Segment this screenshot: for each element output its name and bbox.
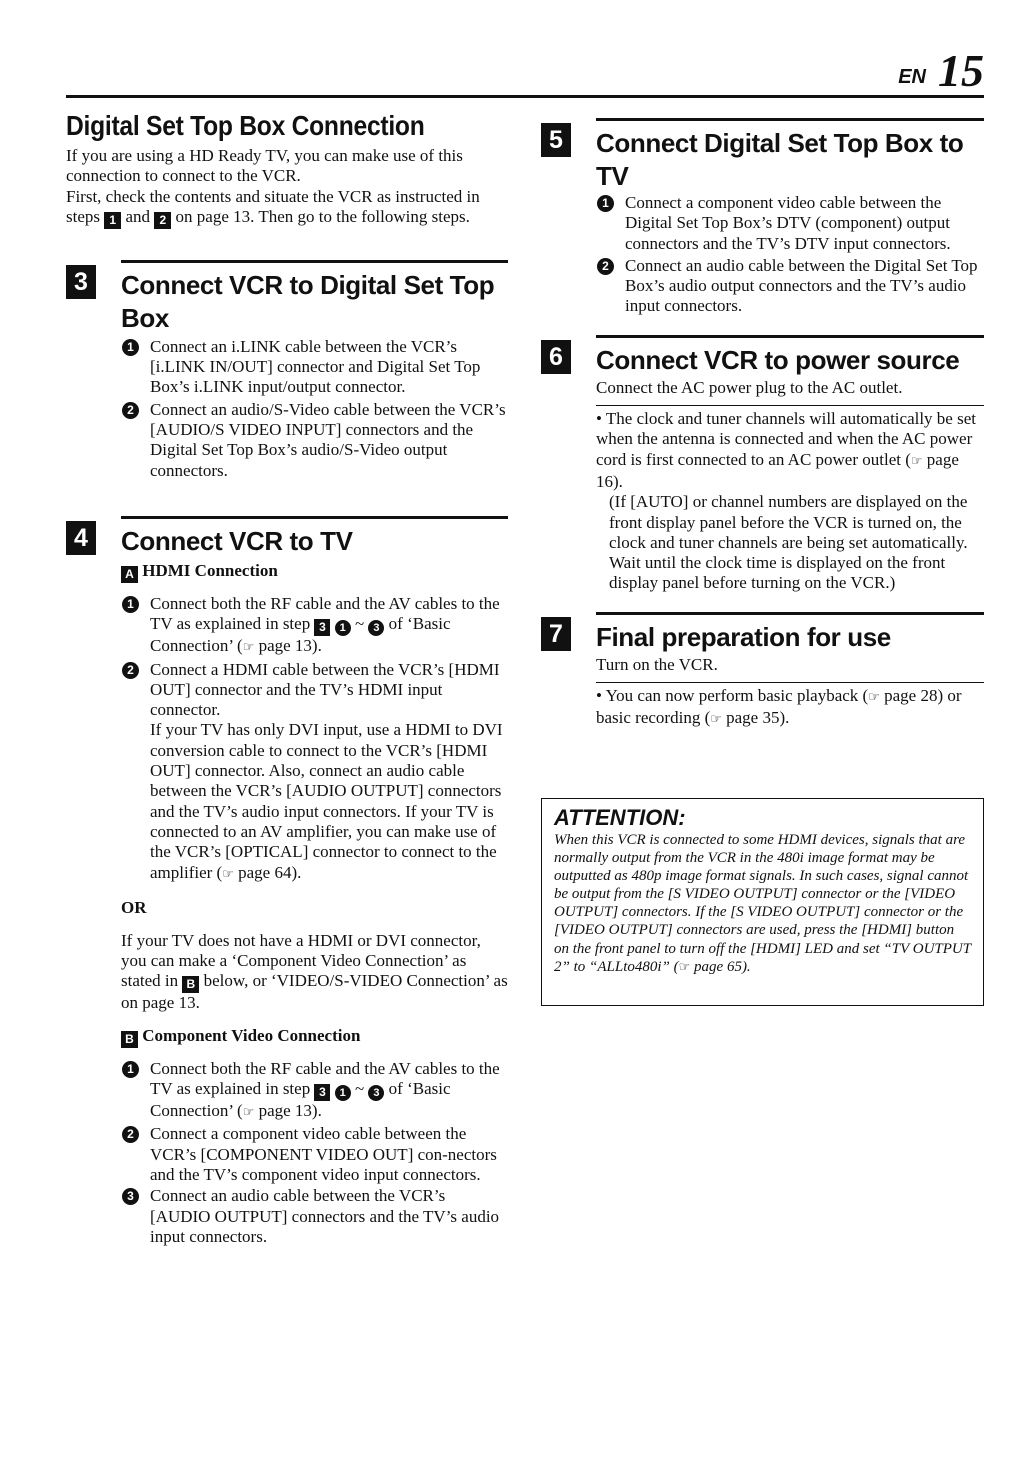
- step-7-text: Turn on the VCR.: [596, 654, 718, 674]
- reference-icon: ☞: [868, 690, 880, 706]
- attention-title: ATTENTION:: [554, 805, 686, 830]
- step-5-badge: 5: [541, 123, 571, 157]
- reference-icon: ☞: [222, 866, 234, 882]
- letter-b-badge: B: [121, 1031, 138, 1048]
- number-icon: 3: [368, 620, 384, 636]
- step-3-inline-badge: 3: [314, 619, 330, 636]
- intro-and: and: [125, 206, 151, 226]
- number-icon: 1: [122, 339, 139, 356]
- step-1-badge: 1: [104, 212, 121, 229]
- or-paragraph: If your TV does not have a HDMI or DVI connector, you can make a ‘Component Video Connection’ as stated in B below, or ‘VIDEO/S-VIDEO Connection’ as on page 13.: [121, 930, 508, 1013]
- page-title: Digital Set Top Box Connection: [66, 110, 425, 141]
- list-item: 2 Connect a HDMI cable between the VCR’s [HDMI OUT] connector and the TV’s HDMI input connector. If your TV has only DVI input, use a HDMI to DVI conversion cable to connect to the VCR’s [HDMI OUT] connector. Also, connect an audio cable between the VCR’s [AUDIO OUTPUT] connectors and the TV’s audio input connectors. If your TV is connected to an AV amplifier, you can make use of the VCR’s [OPTICAL] connector to connect to the amplifier (☞ page 64).: [121, 660, 508, 885]
- intro-text-1: If you are using a HD Ready TV, you can make use of this connection to connect to the VCR.: [66, 146, 463, 186]
- right-column: [541, 118, 984, 731]
- letter-a-badge: A: [121, 566, 138, 583]
- page-number: 15: [938, 45, 984, 96]
- step-4-badge: 4: [66, 521, 96, 555]
- list-item: [121, 337, 508, 398]
- reference-icon: ☞: [910, 453, 923, 469]
- number-icon: 1: [122, 1061, 139, 1078]
- step-3-inline-badge: 3: [314, 1084, 330, 1101]
- number-icon: 3: [122, 1188, 139, 1205]
- reference-icon: ☞: [242, 640, 255, 656]
- left-column: [66, 108, 508, 1247]
- number-icon: 2: [122, 662, 139, 679]
- step-6-title: Connect VCR to power source: [596, 335, 984, 377]
- step-6-section: [541, 335, 984, 594]
- letter-b-inline-badge: B: [182, 976, 199, 993]
- step-5-section: [541, 118, 984, 317]
- step-6-badge: 6: [541, 340, 571, 374]
- page-header: [66, 45, 984, 98]
- list-item: 1 Connect a component video cable between the Digital Set Top Box’s DTV (component) output connectors and the TV’s DTV input connectors.: [596, 193, 984, 254]
- number-icon: 2: [122, 402, 139, 419]
- number-icon: 1: [122, 596, 139, 613]
- step-6-text: Connect the AC power plug to the AC outlet.: [596, 377, 903, 397]
- intro-text-2a: First, check the contents and situate the VCR as instructed in steps: [66, 186, 480, 226]
- list-item: 3 Connect an audio cable between the VCR’s [AUDIO OUTPUT] connectors and the TV’s audio input connectors.: [121, 1186, 508, 1247]
- intro-text-2b: on page 13. Then go to the following steps.: [175, 206, 470, 226]
- number-icon: 2: [597, 258, 614, 275]
- number-icon: 1: [335, 620, 351, 636]
- number-icon: 2: [122, 1126, 139, 1143]
- language-label: EN: [898, 66, 926, 88]
- step-5-title: Connect Digital Set Top Box to TV: [596, 118, 984, 193]
- subsection-b-title: B Component Video Connection: [121, 1025, 508, 1048]
- item-text: Connect an i.LINK cable between the VCR’s [i.LINK IN/OUT] connector and Digital Set Top Box’s i.LINK input/output connector.: [150, 336, 481, 397]
- list-item: [121, 400, 508, 481]
- attention-box: [541, 798, 984, 1006]
- step-3-section: [66, 260, 508, 481]
- list-item: 2 Connect a component video cable between the VCR’s [COMPONENT VIDEO OUT] con-nectors and the TV’s component video input connectors.: [121, 1124, 508, 1185]
- reference-icon: ☞: [710, 712, 722, 728]
- step-4-section: [66, 516, 508, 1247]
- list-item: 1 Connect both the RF cable and the AV cables to the TV as explained in step 3 1 ~ 3 of ‘Basic Connection’ (☞ page 13).: [121, 594, 508, 659]
- step-3-title: Connect VCR to Digital Set Top Box: [121, 260, 508, 335]
- step-7-section: [541, 612, 984, 731]
- number-icon: 1: [597, 195, 614, 212]
- step-2-badge: 2: [154, 212, 171, 229]
- subsection-a-title: A HDMI Connection: [121, 560, 508, 583]
- item-text: Connect an audio/S-Video cable between the VCR’s [AUDIO/S VIDEO INPUT] connectors and the Digital Set Top Box’s audio/S-Video output connectors.: [150, 399, 506, 480]
- step-6-note: • The clock and tuner channels will automatically be set when the antenna is connected and when the AC power cord is first connected to an AC power outlet (☞ page 16). (If [AUTO] or channel numbers are displayed on the front display panel before the VCR is turned on, the clock and tuner channels are being set automatically. Wait until the clock time is displayed on the front display panel before turning on the VCR.): [596, 405, 984, 594]
- step-7-title: Final preparation for use: [596, 612, 984, 654]
- step-4-title: Connect VCR to TV: [121, 516, 508, 558]
- reference-icon: ☞: [242, 1105, 255, 1121]
- step-3-badge: 3: [66, 265, 96, 299]
- attention-body: When this VCR is connected to some HDMI devices, signals that are normally output from the VCR in the 480i image format may be outputted as 480p image format signals. In such cases, signal cannot be output from the [S VIDEO OUTPUT] connector or the [VIDEO OUTPUT] connectors. If the [S VIDEO OUTPUT] connector or the [VIDEO OUTPUT] connectors are used, press the [HDMI] button on the front panel to turn off the [HDMI] LED and set “TV OUTPUT 2” to “ALLto480i” (☞ page 65).: [554, 832, 971, 975]
- list-item: 2 Connect an audio cable between the Digital Set Top Box’s audio output connectors and the TV’s audio input connectors.: [596, 256, 984, 317]
- number-icon: 3: [368, 1085, 384, 1101]
- number-icon: 1: [335, 1085, 351, 1101]
- step-7-note: • You can now perform basic playback (☞ page 28) or basic recording (☞ page 35).: [596, 682, 984, 731]
- intro-paragraph: [66, 146, 508, 229]
- or-label: OR: [121, 897, 147, 917]
- step-7-badge: 7: [541, 617, 571, 651]
- list-item: 1 Connect both the RF cable and the AV cables to the TV as explained in step 3 1 ~ 3 of ‘Basic Connection’ (☞ page 13).: [121, 1059, 508, 1124]
- reference-icon: ☞: [678, 959, 691, 975]
